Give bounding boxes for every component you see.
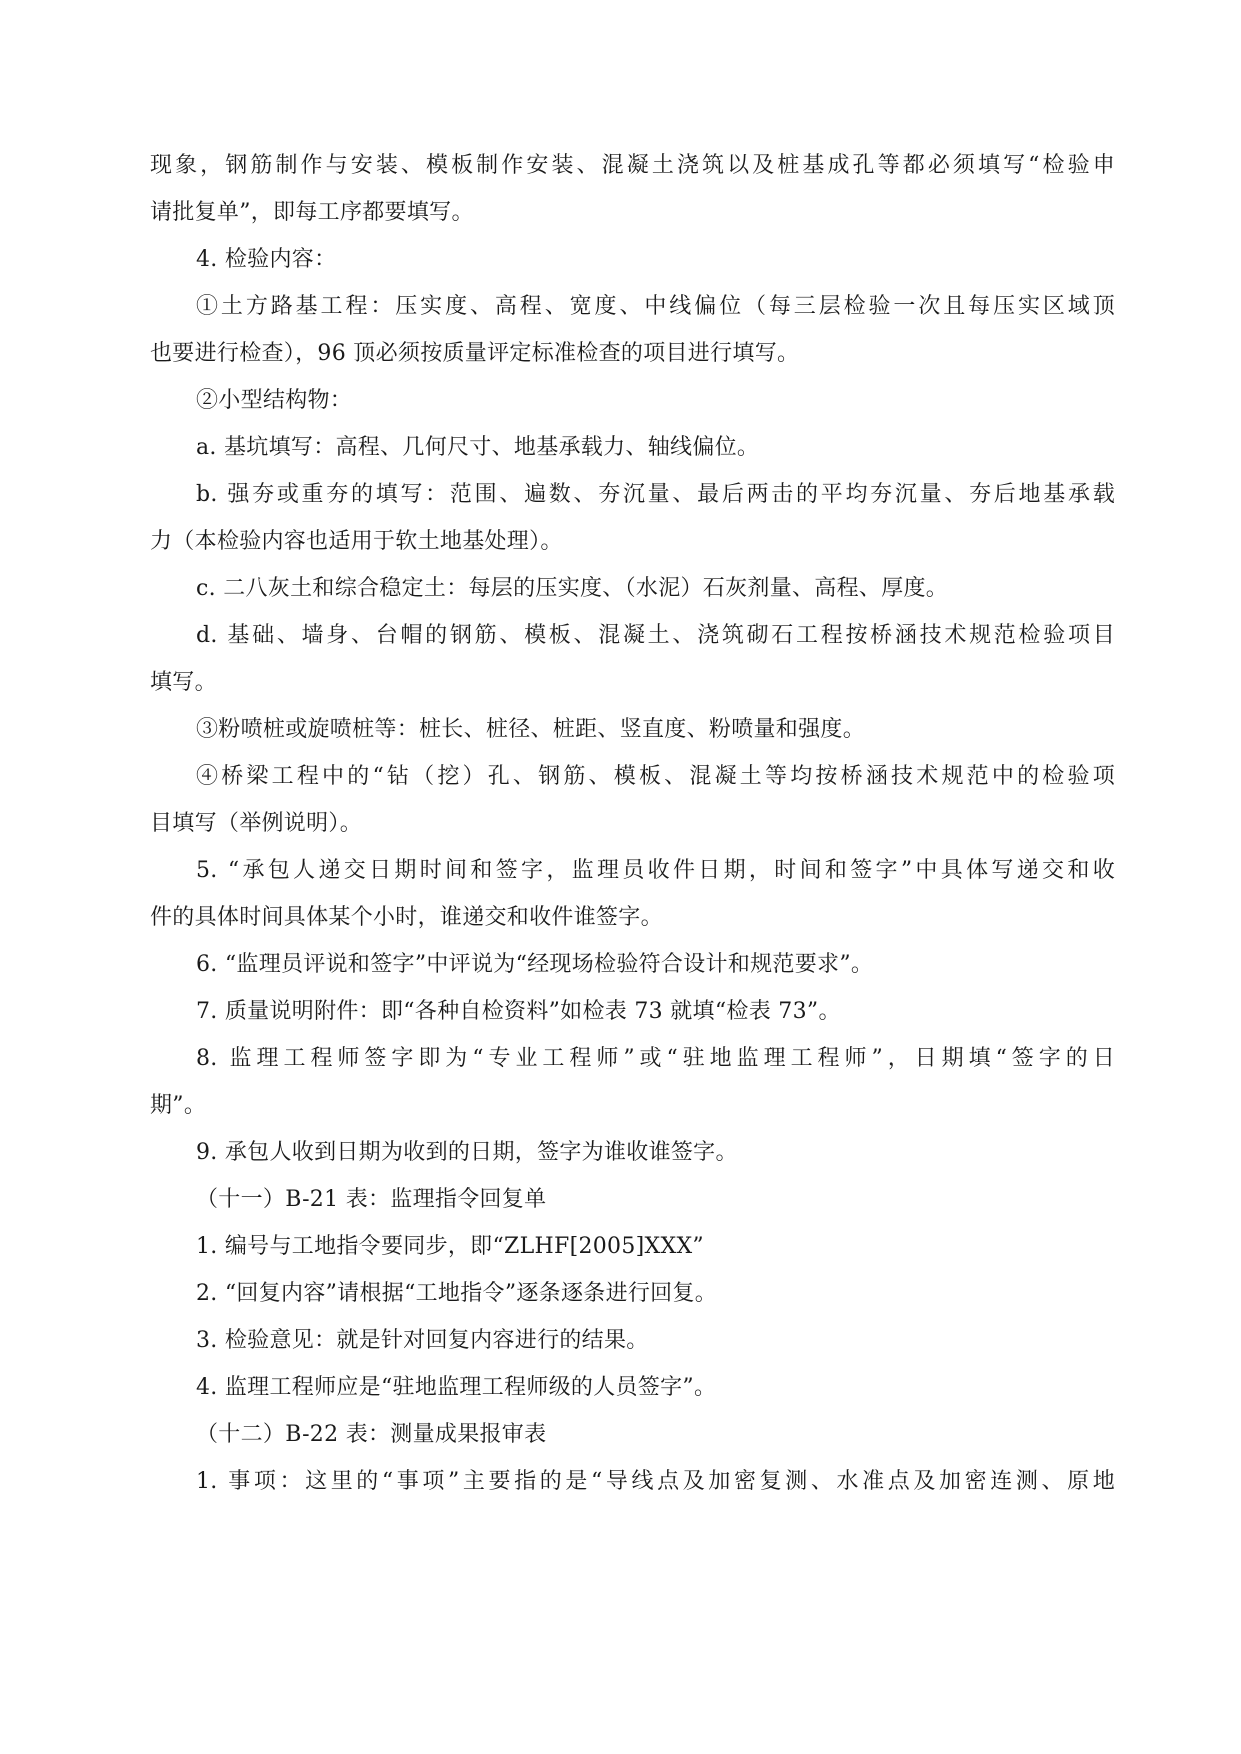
text-line: ①土方路基工程：压实度、高程、宽度、中线偏位（每三层检验一次且每压实区域顶 [196, 294, 1115, 319]
text-line: 2. “回复内容”请根据“工地指令”逐条逐条进行回复。 [196, 1281, 718, 1306]
section-heading: （十一）B-21 表：监理指令回复单 [196, 1187, 547, 1212]
text-line: 6. “监理员评说和签字”中评说为“经现场检验符合设计和规范要求”。 [196, 952, 874, 977]
text-line: 4. 检验内容： [196, 247, 337, 272]
text-line: 填写。 [150, 670, 217, 695]
text-line: d. 基础、墙身、台帽的钢筋、模板、混凝土、浇筑砌石工程按桥涵技术规范检验项目 [196, 623, 1115, 648]
text-line: 8. 监理工程师签字即为“专业工程师”或“驻地监理工程师”，日期填“签字的日 [196, 1046, 1115, 1071]
text-line: c. 二八灰土和综合稳定土：每层的压实度、（水泥）石灰剂量、高程、厚度。 [196, 576, 949, 601]
text-line: ④桥梁工程中的“钻（挖）孔、钢筋、模板、混凝土等均按桥涵技术规范中的检验项 [196, 764, 1115, 789]
text-line: 9. 承包人收到日期为收到的日期，签字为谁收谁签字。 [196, 1140, 738, 1165]
text-line: 力（本检验内容也适用于软土地基处理）。 [150, 529, 563, 554]
text-line: b. 强夯或重夯的填写：范围、遍数、夯沉量、最后两击的平均夯沉量、夯后地基承载 [196, 482, 1115, 507]
section-heading: （十二）B-22 表：测量成果报审表 [196, 1422, 547, 1447]
text-line: 1. 事项：这里的“事项”主要指的是“导线点及加密复测、水准点及加密连测、原地 [196, 1469, 1115, 1494]
text-line: 件的具体时间具体某个小时，谁递交和收件谁签字。 [150, 905, 663, 930]
text-line: 现象，钢筋制作与安装、模板制作安装、混凝土浇筑以及桩基成孔等都必须填写“检验申 [150, 153, 1115, 178]
text-line: 也要进行检查），96 顶必须按质量评定标准检查的项目进行填写。 [150, 341, 800, 366]
text-line: 7. 质量说明附件：即“各种自检资料”如检表 73 就填“检表 73”。 [196, 999, 841, 1024]
text-line: 1. 编号与工地指令要同步，即“ZLHF[2005]XXX” [196, 1234, 704, 1259]
text-line: 目填写（举例说明）。 [150, 811, 363, 836]
text-line: a. 基坑填写：高程、几何尺寸、地基承载力、轴线偏位。 [196, 435, 760, 460]
text-line: 3. 检验意见：就是针对回复内容进行的结果。 [196, 1328, 649, 1353]
document-page [150, 155, 1115, 1518]
text-line: 请批复单”，即每工序都要填写。 [150, 200, 474, 225]
text-line: 5. “承包人递交日期时间和签字，监理员收件日期，时间和签字”中具体写递交和收 [196, 858, 1115, 883]
text-line: 4. 监理工程师应是“驻地监理工程师级的人员签字”。 [196, 1375, 717, 1400]
text-line: 期”。 [150, 1093, 207, 1118]
text-line: ③粉喷桩或旋喷桩等：桩长、桩径、桩距、竖直度、粉喷量和强度。 [196, 717, 866, 742]
text-line: ②小型结构物： [196, 388, 353, 413]
